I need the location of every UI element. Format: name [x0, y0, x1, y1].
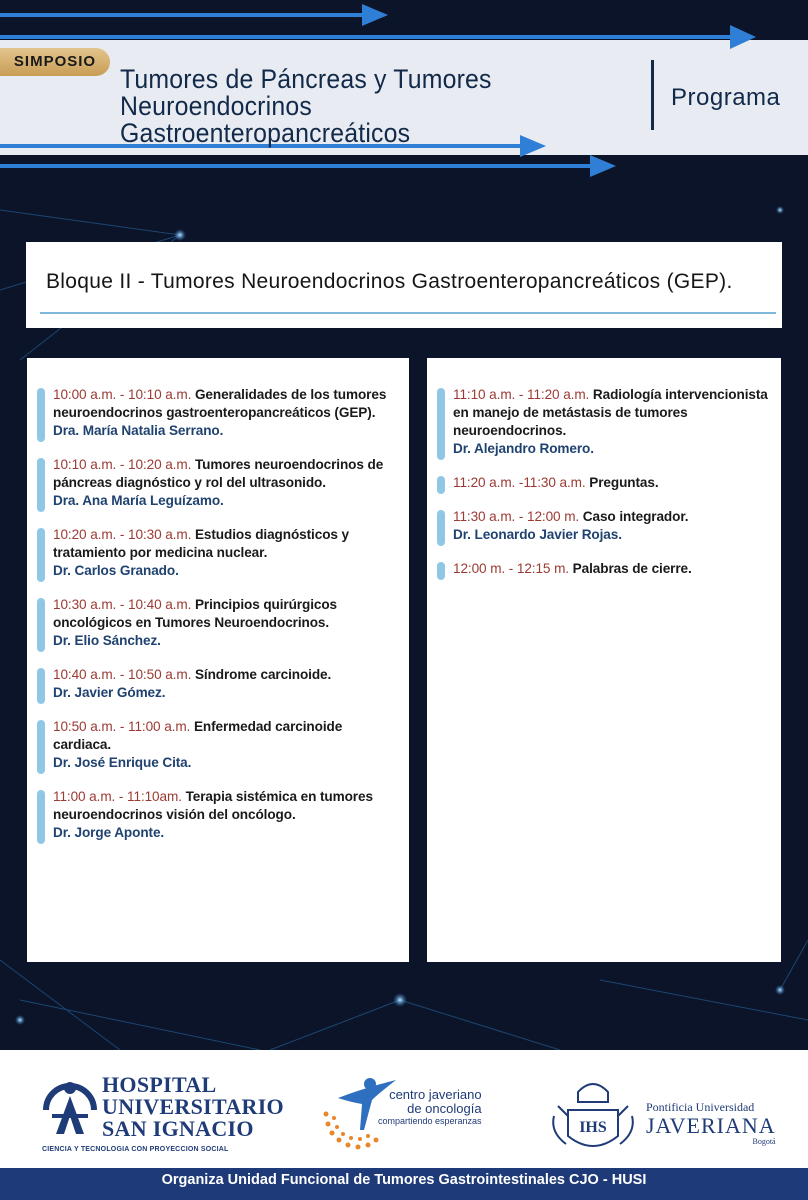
session-topic: Tumores neuroendocrinos de páncreas diagnóstico y rol del ultrasonido.: [53, 457, 384, 490]
symposium-badge: SIMPOSIO: [0, 48, 110, 76]
page-title: [120, 66, 608, 147]
session-time: 12:00 m. - 12:15 m.: [453, 561, 569, 576]
crest-letters: IHS: [579, 1119, 607, 1136]
session-item: [27, 666, 409, 702]
session-speaker: Dr. Carlos Granado.: [53, 563, 179, 578]
session-speaker: Dr. Jorge Aponte.: [53, 825, 165, 840]
hospital-emblem-icon: [42, 1072, 98, 1142]
session-speaker: Dra. María Natalia Serrano.: [53, 423, 224, 438]
session-time: 10:10 a.m. - 10:20 a.m.: [53, 457, 192, 472]
oncology-tagline: compartiendo esperanzas: [378, 1116, 482, 1126]
block-title: Bloque II - Tumores Neuroendocrinos Gastroenteropancreáticos (GEP).: [46, 270, 733, 293]
session-time: 10:00 a.m. - 10:10 a.m.: [53, 387, 192, 402]
session-time: 11:30 a.m. - 12:00 m.: [453, 509, 580, 524]
session-item: [27, 788, 409, 842]
session-topic: Principios quirúrgicos oncológicos en Tumores Neuroendocrinos.: [53, 597, 338, 630]
session-list-left: [27, 386, 409, 858]
oncology-line-1: centro javeriano: [389, 1087, 482, 1102]
session-speaker: Dr. Leonardo Javier Rojas.: [453, 527, 622, 542]
session-topic: Caso integrador.: [582, 509, 689, 524]
block-title-underline: [40, 312, 776, 314]
session-speaker: Dr. Javier Gómez.: [53, 685, 166, 700]
hospital-line-1: HOSPITAL: [102, 1072, 217, 1097]
university-city: Bogotá: [752, 1137, 776, 1146]
schedule-column-left: [27, 358, 409, 962]
session-item: [427, 560, 781, 578]
block-title-card: [26, 242, 782, 328]
session-topic: Preguntas.: [589, 475, 659, 490]
hospital-tagline: CIENCIA Y TECNOLOGIA CON PROYECCION SOCIAL: [42, 1146, 229, 1153]
session-topic: Radiología intervencionista en manejo de metástasis de tumores neuroendocrinos.: [453, 387, 768, 438]
session-time: 11:20 a.m. -11:30 a.m.: [453, 475, 586, 490]
session-item: [427, 386, 781, 458]
centro-javeriano-oncologia-logo: [318, 1074, 528, 1154]
university-name: [646, 1100, 776, 1146]
session-item: [27, 718, 409, 772]
hospital-line-2: UNIVERSITARIO: [102, 1094, 284, 1119]
title-line-1: Tumores de Páncreas y Tumores: [120, 64, 492, 94]
schedule-column-right: [427, 358, 781, 962]
hospital-san-ignacio-logo: [42, 1070, 284, 1160]
organizer-bar: Organiza Unidad Funcional de Tumores Gastrointestinales CJO - HUSI: [0, 1168, 808, 1200]
session-time: 10:40 a.m. - 10:50 a.m.: [53, 667, 192, 682]
hospital-name: [102, 1074, 284, 1140]
session-speaker: Dr. Elio Sánchez.: [53, 633, 161, 648]
session-item: [27, 386, 409, 440]
oncology-line-2: de oncología: [407, 1101, 482, 1116]
session-item: [427, 474, 781, 492]
session-topic: Terapia sistémica en tumores neuroendocrinos visión del oncólogo.: [53, 789, 373, 822]
session-speaker: Dr. José Enrique Cita.: [53, 755, 192, 770]
pontificia-universidad-javeriana-logo: [548, 1072, 778, 1158]
university-line-2: JAVERIANA: [646, 1113, 776, 1138]
session-topic: Estudios diagnósticos y tratamiento por medicina nuclear.: [53, 527, 349, 560]
university-crest-icon: [548, 1072, 638, 1158]
session-list-right: [427, 386, 781, 594]
session-item: [27, 456, 409, 510]
session-speaker: Dr. Alejandro Romero.: [453, 441, 594, 456]
session-topic: Síndrome carcinoide.: [194, 667, 332, 682]
session-topic: Generalidades de los tumores neuroendocrinos gastroenteropancreáticos (GEP).: [53, 387, 387, 420]
section-label: Programa: [671, 84, 781, 111]
session-topic: Enfermedad carcinoide cardiaca.: [53, 719, 343, 752]
session-time: 11:00 a.m. - 11:10am.: [53, 789, 182, 804]
header-divider: [651, 60, 654, 130]
session-topic: Palabras de cierre.: [572, 561, 692, 576]
session-item: [27, 596, 409, 650]
session-item: [427, 508, 781, 544]
session-speaker: Dra. Ana María Leguízamo.: [53, 493, 224, 508]
session-time: 11:10 a.m. - 11:20 a.m.: [453, 387, 590, 402]
university-line-1: Pontificia Universidad: [646, 1100, 755, 1114]
session-item: [27, 526, 409, 580]
session-time: 10:50 a.m. - 11:00 a.m.: [53, 719, 191, 734]
oncology-center-name: [378, 1088, 482, 1126]
title-line-2: Neuroendocrinos Gastroenteropancreáticos: [120, 91, 411, 148]
session-time: 10:30 a.m. - 10:40 a.m.: [53, 597, 192, 612]
hospital-line-3: SAN IGNACIO: [102, 1116, 254, 1141]
session-time: 10:20 a.m. - 10:30 a.m.: [53, 527, 192, 542]
